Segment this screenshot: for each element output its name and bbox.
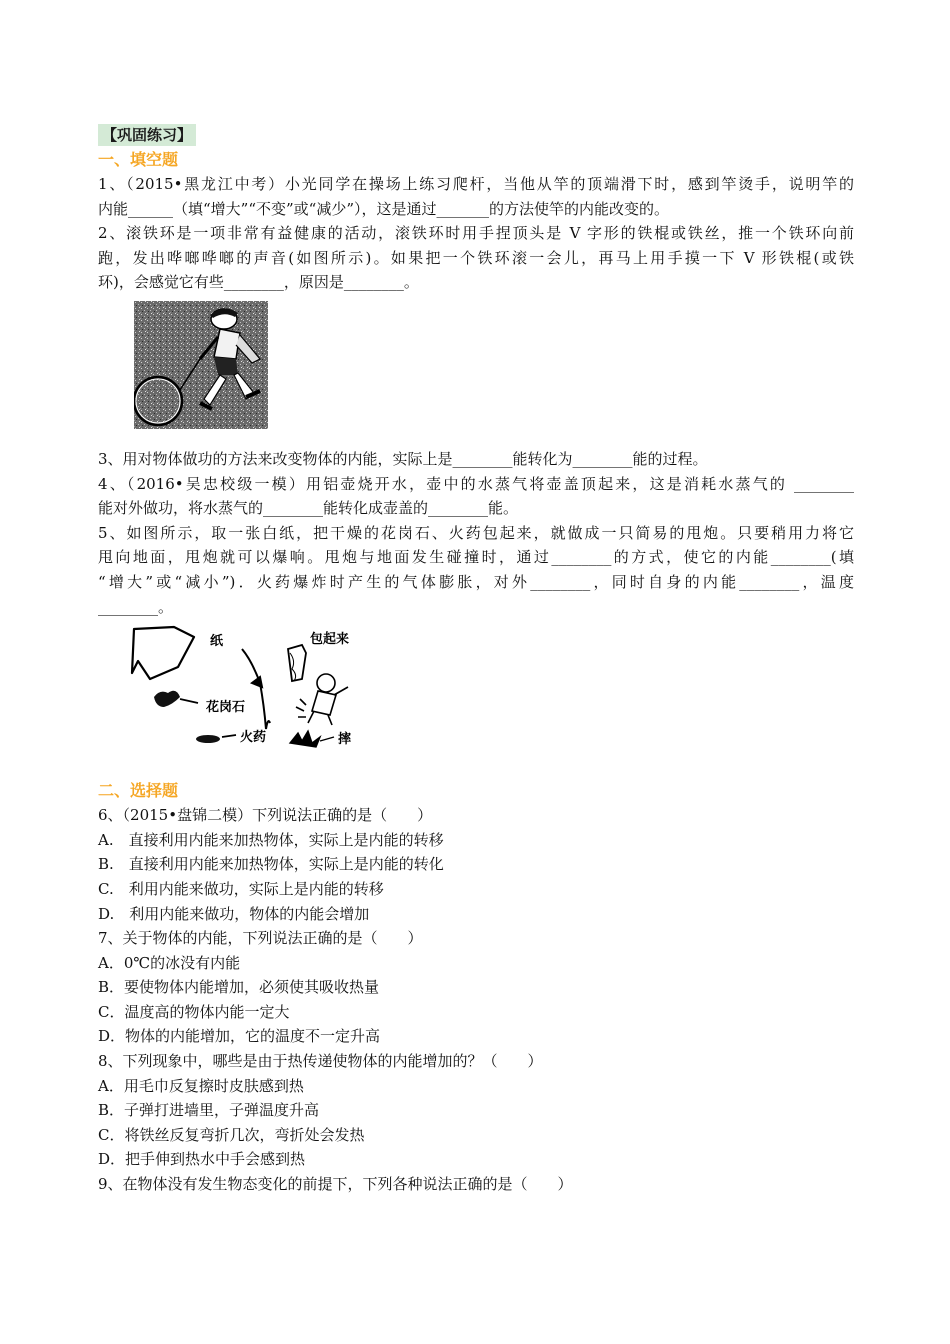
consolidation-exercise-heading: 【巩固练习】 — [98, 124, 196, 146]
hoop-rolling-boy-figure — [134, 301, 268, 429]
question-8 — [98, 1049, 854, 1172]
worksheet-page — [98, 124, 854, 1197]
question-2 — [98, 221, 854, 295]
question-6-stem: 6、（2015•盘锦二模）下列说法正确的是（ ） — [98, 806, 433, 825]
question-6-option-a: A. 直接利用内能来加热物体，实际上是内能的转移 — [98, 830, 444, 849]
gunpowder-pile-shape — [196, 735, 220, 743]
question-1-line-1: 1、（2015•黑龙江中考）小光同学在操场上练习爬杆，当他从竿的顶端滑下时，感到竿烫手，说明竿的 — [98, 175, 854, 193]
question-1 — [98, 172, 854, 221]
question-1-line-2: 内能______（填“增大”“不变”或“减少”），这是通过_______的方法使竿的内能改变的。 — [98, 199, 670, 218]
question-7-stem: 7、关于物体的内能，下列说法正确的是（ ） — [98, 929, 423, 948]
wrap-label: 包起来 — [310, 632, 350, 648]
question-2-line-3: 环)，会感觉它有些________，原因是________。 — [98, 273, 419, 292]
question-4-line-1: 4、（2016•吴忠校级一模）用铝壶烧开水，壶中的水蒸气将壶盖顶起来，这是消耗水蒸气的 ________ — [98, 474, 854, 493]
question-8-option-d: D．把手伸到热水中手会感到热 — [98, 1150, 306, 1169]
question-8-stem: 8、下列现象中，哪些是由于热传递使物体的内能增加的？（ ） — [98, 1052, 543, 1071]
question-7-option-b: B．要使物体内能增加，必须使其吸收热量 — [98, 978, 380, 997]
question-8-option-b: B．子弹打进墙里，子弹温度升高 — [98, 1101, 320, 1120]
question-6-option-c: C. 利用内能来做功，实际上是内能的转移 — [98, 879, 384, 898]
question-8-option-c: C．将铁丝反复弯折几次，弯折处会发热 — [98, 1125, 365, 1144]
question-6-option-d: D. 利用内能来做功，物体的内能会增加 — [98, 904, 370, 923]
question-7-option-c: C．温度高的物体内能一定大 — [98, 1002, 290, 1021]
throw-label: 摔 — [338, 732, 352, 748]
question-4-line-2: 能对外做功，将水蒸气的________能转化成壶盖的________能。 — [98, 499, 519, 518]
granite-label: 花岗石 — [206, 700, 246, 716]
question-5-line-1: 5、如图所示，取一张白纸，把干燥的花岗石、火药包起来，就做成一只简易的甩炮。只要稍用力将它 — [98, 523, 854, 542]
question-5-line-4: ________。 — [98, 597, 174, 616]
question-7-option-d: D．物体的内能增加，它的温度不一定升高 — [98, 1027, 381, 1046]
wrapped-package-shape — [288, 645, 306, 681]
question-2-line-2: 跑，发出哗啷哗啷的声音(如图所示)。如果把一个铁环滚一会儿，再马上用手摸一下 V 形铁棍(或铁 — [98, 248, 854, 267]
question-6-option-b: B. 直接利用内能来加热物体，实际上是内能的转化 — [98, 855, 444, 874]
question-6 — [98, 803, 854, 926]
question-9-stem: 9、在物体没有发生物态变化的前提下，下列各种说法正确的是（ ） — [98, 1175, 573, 1194]
question-8-option-a: A．用毛巾反复擦时皮肤感到热 — [98, 1076, 304, 1095]
granite-stone-shape — [154, 691, 180, 707]
question-5-line-2: 甩向地面，甩炮就可以爆响。甩炮与地面发生碰撞时，通过________的方式，使它的内能________(填 — [98, 548, 854, 567]
question-3: 3、用对物体做功的方法来改变物体的内能，实际上是________能转化为________能的过程。 — [98, 449, 708, 468]
snap-firecracker-figure — [102, 625, 362, 753]
worksheet-title — [98, 124, 854, 148]
fill-in-section-title: 一、填空题 — [98, 150, 179, 169]
question-5 — [98, 521, 854, 619]
question-7-option-a: A．0℃的冰没有内能 — [98, 953, 241, 972]
question-2-line-1: 2、滚铁环是一项非常有益健康的活动，滚铁环时用手捏顶头是 V 字形的铁棍或铁丝，推一个铁环向前 — [98, 224, 854, 243]
gunpowder-label: 火药 — [240, 730, 267, 746]
choice-section-title: 二、选择题 — [98, 781, 179, 801]
question-4 — [98, 472, 854, 521]
question-5-line-3: “增大”或“减小”)．火药爆炸时产生的气体膨胀，对外________，同时自身的内能________，温度 — [98, 572, 854, 591]
paper-sheet-shape — [132, 627, 194, 679]
paper-label: 纸 — [210, 634, 224, 650]
question-7 — [98, 926, 854, 1049]
